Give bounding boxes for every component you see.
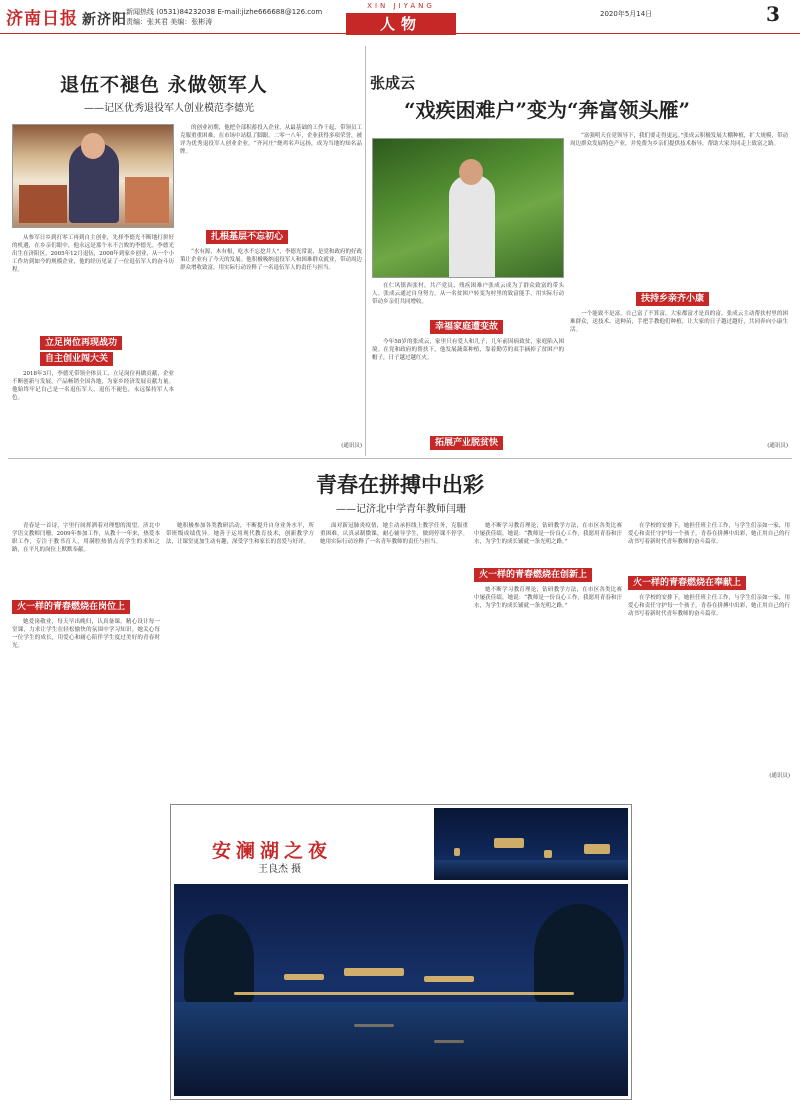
- article3-title: 青春在拼搏中出彩: [316, 472, 484, 497]
- article2-title: “戏疾困难户”变为“奔富领头雁”: [404, 98, 691, 122]
- article3-col6a: 在学校的安排下，她担任班主任工作，与学生们亲如一家，用爱心和责任守护每一个孩子。青春在拼搏中出彩，她正用自己的行动书写着新时代青年教师的奋斗篇章。: [628, 523, 790, 545]
- article3-head3: 火一样的青春燃烧在奉献上: [628, 576, 746, 590]
- column-divider: [365, 46, 366, 456]
- article3-col2: 她爱岗敬业，每天早出晚归，认真备课，精心设计每一堂课，力求让学生在轻松愉快的氛围中学习知识。她关心每一位学生的成长，用爱心和耐心陪伴学生度过美好的青春时光。: [12, 619, 160, 649]
- issue-date: 2020年5月14日: [600, 10, 653, 18]
- article2-col4: 一个能致不是富，自己富了不算富，大家都富才是真的富。张成云主动帮扶村里的困难群众，送技术、送种苗，手把手教他们种植，让大家的日子越过越好，共同奔向小康生活。: [570, 311, 788, 333]
- article1-photo: [12, 124, 174, 228]
- article3-col4: 面对新冠肺炎疫情，她主动承担线上教学任务，克服重重困难，认真录制微课，耐心辅导学生，做到停课不停学。她用实际行动诠释了一名青年教师的责任与担当。: [320, 523, 468, 545]
- article3-head1: 火一样的青春燃烧在岗位上: [12, 600, 130, 614]
- article3-col5b: 她不断学习教育理论，钻研教学方法，在市区各类比赛中屡获佳绩。她说：“教师是一份良心工作，我愿用青春和汗水，为学生的成长铺就一条光明之路。”: [474, 587, 622, 609]
- photo-feature-author: 王良杰 摄: [258, 864, 302, 875]
- article3-author: (通讯员): [769, 773, 790, 779]
- article2-col3: “富强明天在党领导下，我们要走得更远。”张成云积极发展大棚种植，扩大规模，带动周边群众发展特色产业，并免费为乡亲们提供技术指导，帮助大家共同走上致富之路。: [570, 133, 788, 147]
- article1-col1: 从参军日乡到打零工再到自主创业，先择李德光不断地打拼好的机遇，在乡亲们眼中，他永远是那个永不言败的李德光。李德光出生在济阳区，2005年12月退伍，2008年到家乡创业，从一个小工作坊到如今的规模企业，他的经历见证了一位退伍军人的奋斗历程。: [12, 235, 174, 273]
- masthead-info: 新闻热线 (0531)84232038 E-mail:jizhe666688@126.com 责编：张其君 美编：张彬涛: [126, 8, 323, 26]
- article1-head3: 自主创业闯大关: [40, 352, 113, 366]
- article1-subtitle: ——记区优秀退役军人创业模范李德光: [84, 103, 254, 114]
- article1-author: (通讯员): [341, 443, 362, 449]
- article2-photo: [372, 138, 564, 278]
- article1-col4: “水有源，木有根，吃水不忘挖井人”，李德光常说，是党和政府的好政策让企业有了今天的发展。他积极吸纳退役军人和困难群众就业，带动周边群众增收致富，用实际行动诠释了一名退伍军人的责任与担当。: [180, 249, 362, 271]
- article1-head1: 扎根基层不忘初心: [206, 230, 288, 244]
- article3-col5a: 她不断学习教育理论，钻研教学方法，在市区各类比赛中屡获佳绩。她说：“教师是一份良心工作，我愿用青春和汗水，为学生的成长铺就一条光明之路。”: [474, 523, 622, 545]
- article2-name: 张成云: [370, 74, 416, 92]
- newspaper-logo: 济南日报 新济阳: [6, 9, 127, 29]
- article3-col3: 她积极参加各类教研活动，不断提升自身业务水平，所带班级成绩优异。她善于运用现代教育技术，创新教学方法，让课堂更加生动有趣，深受学生和家长的喜爱与好评。: [166, 523, 314, 545]
- article2-head3: 扶持乡亲齐小康: [636, 292, 709, 306]
- article2-author: (通讯员): [767, 443, 788, 449]
- section-title: 人物: [346, 13, 456, 35]
- article1-col3: 的创业初期，他把全部积蓄投入企业，从最基础的工作干起，带领员工克服重重困难，在市场中站稳了脚跟。二零一八年，企业获得多项荣誉，被评为优秀退役军人创业企业。“齐河庄”烧鸡名声远扬，成为当地的知名品牌。: [180, 125, 362, 155]
- article2-col2: 今年58岁的张成云，家里只有爱人和儿子，几年前因病致贫，家庭陷入困境。在党和政府的帮扶下，他发展蔬菜种植，靠着勤劳的双手摘掉了贫困户的帽子，日子越过越红火。: [372, 339, 564, 361]
- night-photo-large: [174, 884, 628, 1096]
- page-number: 3: [766, 2, 780, 26]
- masthead-en: XIN JIYANG: [367, 2, 435, 10]
- article1-title: 退伍不褪色 永做领军人: [60, 74, 268, 96]
- masthead: [0, 0, 800, 34]
- article2-head2: 拓展产业脱贫快: [430, 436, 503, 450]
- article2-col1: 在仁风镇西张村，共产党员、残疾困难户张成云成为了群众致富的带头人。张成云通过自身努力，从一名贫困户转变为村里的致富能手，用实际行动带动乡亲们共同增收。: [372, 283, 564, 305]
- article3-subtitle: ——记济北中学青年教师闫珊: [336, 504, 466, 515]
- article1-col2: 2018年3月，李德光带领全体员工，立足岗位再做贡献，企业不断创新与发展，产品畅销全国各地，为家乡经济发展贡献力量。他始终牢记自己是一名退伍军人，退伍不褪色，永远保持军人本色。: [12, 371, 174, 401]
- article2-head1: 幸福家庭遭变故: [430, 320, 503, 334]
- article3-col1: 青春是一首诗，字里行间挥洒着对理想的渴望。济北中学语文教师闫珊，2009年参加工作，从教十一年来，热爱本职工作，专注于教书育人，用满腔热情点亮学生的求知之路，在平凡的岗位上默默奉献。: [12, 523, 160, 553]
- article1-head2: 立足岗位再现战功: [40, 336, 122, 350]
- article3-head2: 火一样的青春燃烧在创新上: [474, 568, 592, 582]
- photo-feature-title: 安澜湖之夜: [212, 840, 333, 862]
- article3-col6b: 在学校的安排下，她担任班主任工作，与学生们亲如一家，用爱心和责任守护每一个孩子。青春在拼搏中出彩，她正用自己的行动书写着新时代青年教师的奋斗篇章。: [628, 595, 790, 617]
- night-photo-small: [434, 808, 628, 880]
- section-divider: [8, 458, 792, 459]
